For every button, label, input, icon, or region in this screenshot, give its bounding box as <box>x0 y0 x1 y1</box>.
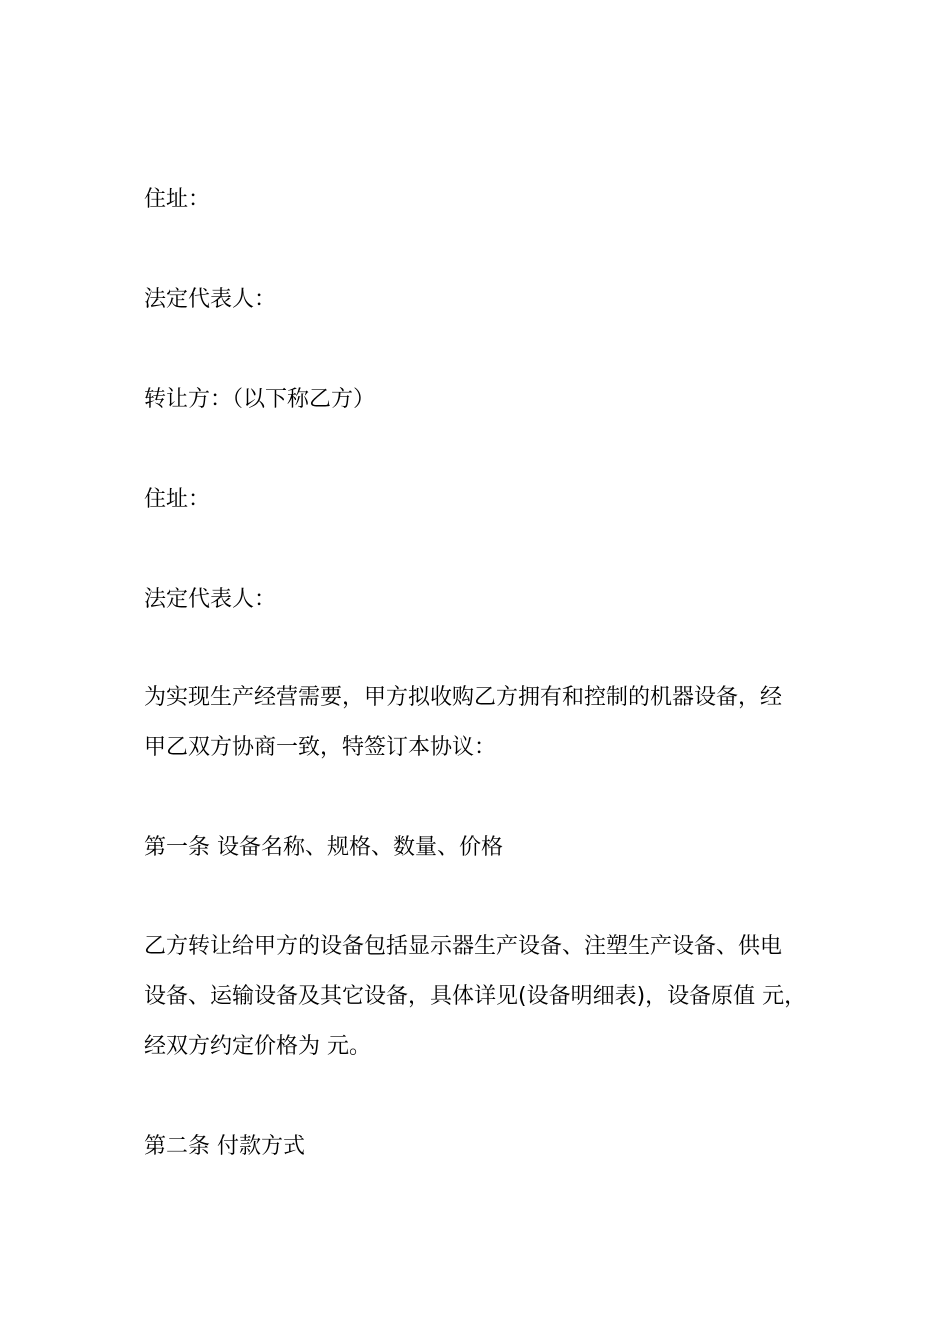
article-2-title: 第二条 付款方式 <box>144 1134 305 1159</box>
intro-line: 为实现生产经营需要，甲方拟收购乙方拥有和控制的机器设备，经 <box>144 685 783 710</box>
article-1-title: 第一条 设备名称、规格、数量、价格 <box>144 835 503 860</box>
address-line-1: 住址： <box>144 187 211 212</box>
intro-line: 甲乙双方协商一致，特签订本协议： <box>144 735 497 760</box>
transferor-line: 转让方：（以下称乙方） <box>144 387 376 412</box>
legal-representative-line-2: 法定代表人： <box>144 587 277 612</box>
article-1-body-line: 设备、运输设备及其它设备，具体详见(设备明细表)，设备原值 元， <box>144 984 807 1009</box>
article-1-body-line: 乙方转让给甲方的设备包括显示器生产设备、注塑生产设备、供电 <box>144 934 783 959</box>
article-1-body <box>144 922 824 1072</box>
intro-paragraph <box>144 673 824 773</box>
article-1-body-line: 经双方约定价格为 元。 <box>144 1034 371 1059</box>
address-line-2: 住址： <box>144 487 211 512</box>
legal-representative-line-1: 法定代表人： <box>144 287 277 312</box>
